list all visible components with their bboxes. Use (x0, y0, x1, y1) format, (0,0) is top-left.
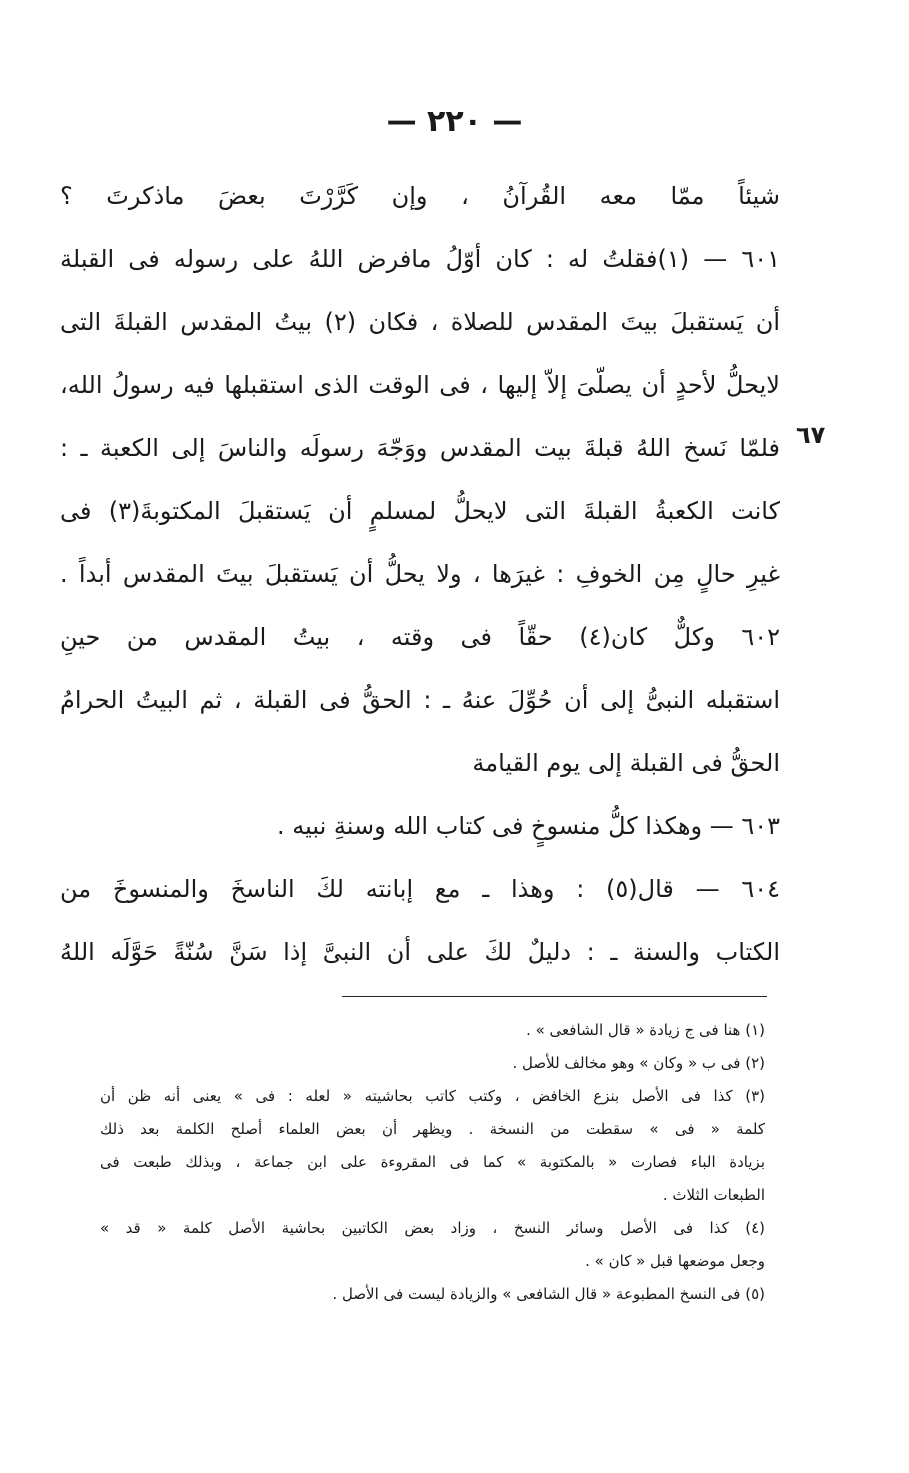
footnote-line: بزيادة الباء فصارت « بالمكتوبة » كما فى المقروءة على ابن جماعة ، وبذلك طبعت فى (100, 1153, 765, 1171)
footnote-3 (100, 1080, 765, 1212)
text-line: شيئاً ممّا معه القُرآنُ ، وإن كَرَّرْتَ بعضَ ماذكرتَ ؟ (60, 182, 780, 210)
text-line: ٦٠٤ — قال(٥) : وهذا ـ مع إبانته لكَ الناسخَ والمنسوخَ من (60, 875, 780, 903)
text-line: أن يَستقبلَ بيتَ المقدس للصلاة ، فكان (٢) بيتُ المقدس القبلةَ التى (60, 308, 780, 336)
footnote-1 (100, 1014, 765, 1047)
text-line: غيرِ حالٍ مِن الخوفِ : غيرَها ، ولا يحلُّ أن يَستقبلَ بيتَ المقدس أبداً . (60, 560, 780, 588)
footnote-line: (٣) كذا فى الأصل بنزع الخافض ، وكتب كاتب بحاشيته « لعله : فى » يعنى أنه ظن أن (100, 1087, 765, 1105)
footnotes (100, 1014, 765, 1311)
footnote-4 (100, 1212, 765, 1278)
footnote-separator (342, 996, 767, 997)
main-text (60, 165, 780, 984)
footnote-line: كلمة « فى » سقطت من النسخة . ويظهر أن بعض العلماء أصلح الكلمة بعد ذلك (100, 1120, 765, 1138)
text-line: ٦٠٣ — وهكذا كلُّ منسوخٍ فى كتاب الله وسنةِ نبيه . (276, 812, 780, 840)
text-line: استقبله النبىُّ إلى أن حُوِّلَ عنهُ ـ : الحقُّ فى القبلة ، ثم البيتُ الحرامُ (60, 686, 780, 714)
footnote-line: (٤) كذا فى الأصل وسائر النسخ ، وزاد بعض الكاتبين بحاشية الأصل كلمة « قد » (100, 1219, 765, 1237)
footnote-line: وجعل موضعها قبل « كان » . (585, 1252, 765, 1270)
text-line: فلمّا نَسخ اللهُ قبلةَ بيت المقدس ووَجّهَ رسولَه والناسَ إلى الكعبة ـ : (60, 434, 780, 462)
text-line: كانت الكعبةُ القبلةَ التى لايحلُّ لمسلمٍ أن يَستقبلَ المكتوبةَ(٣) فى (60, 497, 780, 525)
text-line: ٦٠٢ وكلٌّ كان(٤) حقّاً فى وقته ، بيتُ المقدس من حينِ (60, 623, 780, 651)
footnote-5 (100, 1278, 765, 1311)
text-line: الحقُّ فى القبلة إلى يوم القيامة (472, 749, 780, 777)
footnote-line: الطبعات الثلاث . (662, 1186, 765, 1204)
margin-page-number: ٦٧ (796, 421, 826, 449)
footnote-2 (100, 1047, 765, 1080)
text-line: الكتاب والسنة ـ : دليلٌ لكَ على أن النبىَّ إذا سَنَّ سُنّةً حَوَّلَه اللهُ (60, 938, 780, 966)
footnote-line: (٥) فى النسخ المطبوعة « قال الشافعى » والزيادة ليست فى الأصل . (332, 1285, 765, 1303)
page-number: — ٢٢٠ — (386, 104, 523, 139)
footnote-line: (٢) فى ب « وكان » وهو مخالف للأصل . (512, 1054, 765, 1072)
text-line: ٦٠١ — (١)فقلتُ له : كان أوّلُ مافرض اللهُ على رسوله فى القبلة (60, 245, 780, 273)
text-line: لايحلُّ لأحدٍ أن يصلّىَ إلاّ إليها ، فى الوقت الذى استقبلها فيه رسولُ الله، (60, 371, 780, 399)
footnote-line: (١) هنا فى ج زيادة « قال الشافعى » . (526, 1021, 765, 1039)
